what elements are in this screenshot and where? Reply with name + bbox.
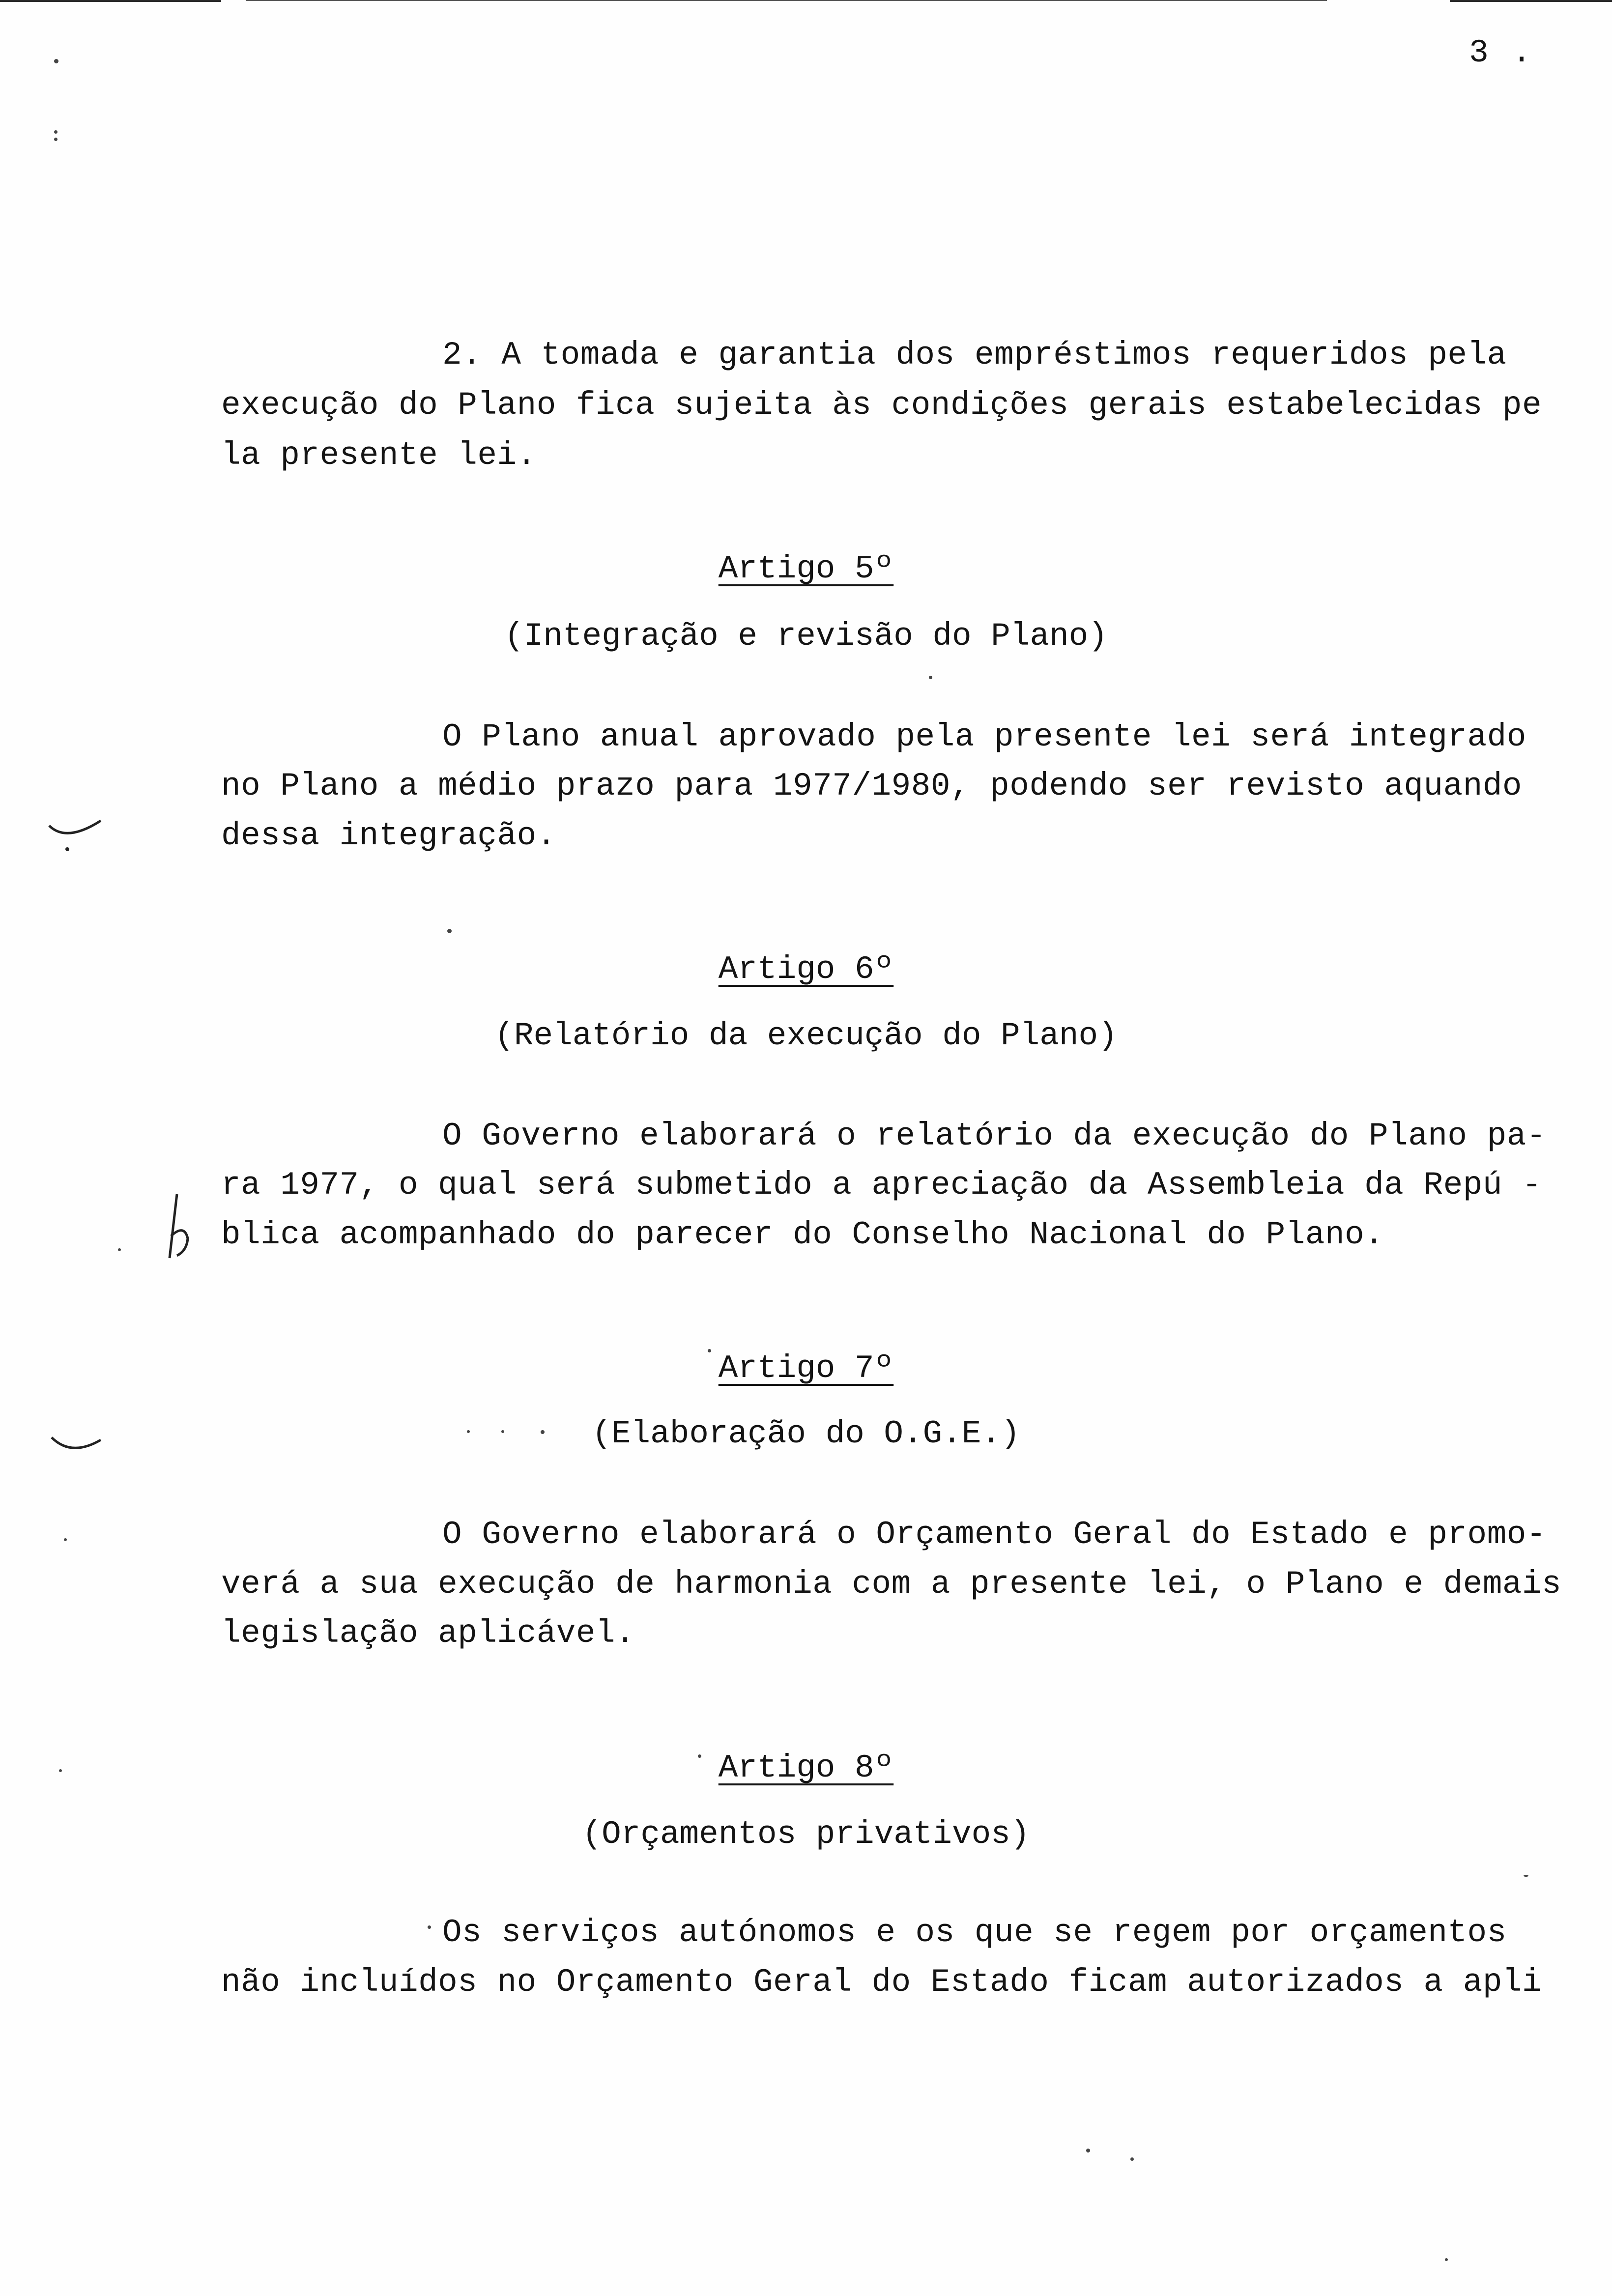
scan-speck bbox=[64, 1538, 67, 1541]
article-body-line: ra 1977, o qual será submetido a apreciação da Assembleia da Repú - bbox=[221, 1167, 1542, 1204]
paragraph-line: execução do Plano fica sujeita às condições gerais estabelecidas pe bbox=[221, 387, 1542, 424]
scan-speck bbox=[501, 1430, 504, 1433]
article-body-line: legislação aplicável. bbox=[221, 1615, 635, 1652]
article-body-line: no Plano a médio prazo para 1977/1980, podendo ser revisto aquando bbox=[221, 768, 1523, 804]
scan-speck bbox=[54, 59, 58, 63]
article-body-line: blica acompanhado do parecer do Conselho Nacional do Plano. bbox=[221, 1216, 1384, 1253]
article-body-line: O Governo elaborará o relatório da execução do Plano pa- bbox=[442, 1118, 1546, 1154]
page-number: 3 . bbox=[1469, 34, 1533, 71]
article-subtitle: (Elaboração do O.G.E.) bbox=[592, 1415, 1020, 1452]
article-body-line: O Governo elaborará o Orçamento Geral do Estado e promo- bbox=[442, 1516, 1546, 1553]
scan-speck bbox=[698, 1754, 701, 1758]
article-subtitle: (Integração e revisão do Plano) bbox=[504, 618, 1108, 655]
scan-speck bbox=[708, 1349, 711, 1352]
scan-speck bbox=[467, 1430, 470, 1433]
scan-speck bbox=[929, 676, 932, 679]
scan-speck bbox=[54, 138, 58, 141]
article-body-line: Os serviços autónomos e os que se regem por orçamentos bbox=[442, 1914, 1507, 1951]
scan-speck bbox=[1445, 2258, 1448, 2261]
article-body-line: não incluídos no Orçamento Geral do Estado ficam autorizados a apli bbox=[221, 1964, 1542, 2001]
scan-speck bbox=[1524, 1875, 1528, 1877]
margin-check-mark bbox=[47, 816, 106, 860]
paragraph-line: 2. A tomada e garantia dos empréstimos requeridos pela bbox=[442, 337, 1507, 373]
scan-speck bbox=[54, 130, 58, 134]
article-body-line: verá a sua execução de harmonia com a presente lei, o Plano e demais bbox=[221, 1566, 1562, 1603]
scan-speck bbox=[59, 1769, 62, 1772]
margin-initial-mark bbox=[157, 1189, 202, 1263]
scan-speck bbox=[1086, 2149, 1090, 2152]
paragraph-line: la presente lei. bbox=[221, 437, 537, 474]
margin-check-mark bbox=[49, 1430, 108, 1464]
article-subtitle: (Orçamentos privativos) bbox=[582, 1816, 1030, 1853]
top-edge-rule bbox=[246, 0, 1327, 1]
top-edge-rule bbox=[1450, 0, 1612, 2]
scan-speck bbox=[118, 1248, 121, 1251]
scan-speck bbox=[447, 929, 452, 933]
article-body-line: dessa integração. bbox=[221, 817, 556, 854]
scan-speck bbox=[428, 1925, 431, 1929]
article-title: Artigo 5º bbox=[718, 550, 894, 587]
article-title: Artigo 7º bbox=[718, 1350, 894, 1387]
article-body-line: O Plano anual aprovado pela presente lei será integrado bbox=[442, 718, 1526, 755]
article-title: Artigo 6º bbox=[718, 951, 894, 988]
scan-speck bbox=[541, 1430, 545, 1434]
article-subtitle: (Relatório da execução do Plano) bbox=[494, 1017, 1118, 1054]
scan-speck bbox=[1130, 2157, 1134, 2161]
article-title: Artigo 8º bbox=[718, 1750, 894, 1786]
top-edge-rule bbox=[0, 0, 221, 2]
